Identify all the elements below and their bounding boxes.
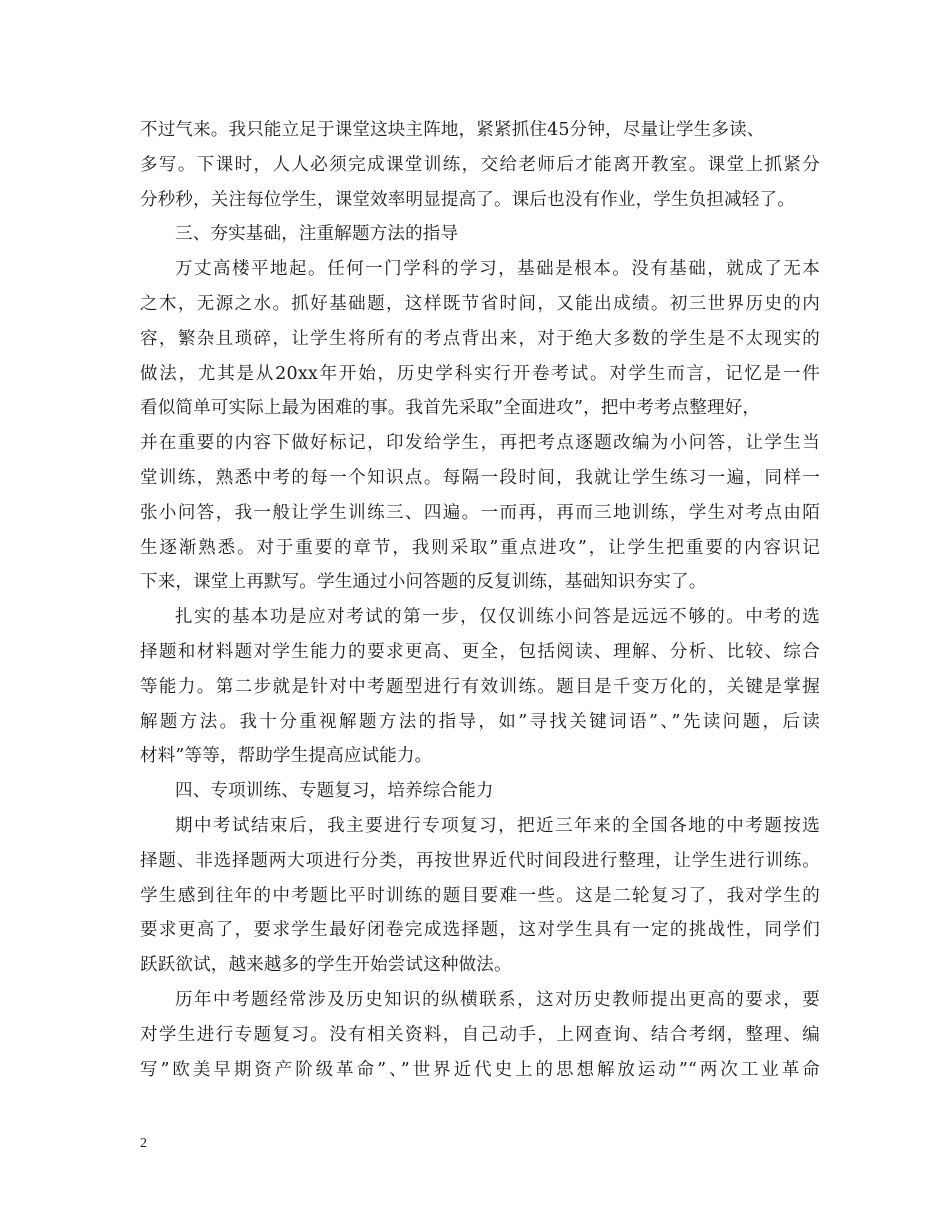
text-line: 容，繁杂且琐碎，让学生将所有的考点背出来，对于绝大多数的学生是不太现实的: [140, 328, 820, 349]
text-line: 择题、非选择题两大项进行分类，再按世界近代时间段进行整理，让学生进行训练。: [140, 850, 820, 871]
text-line: 生逐渐熟悉。对于重要的章节，我则采取”重点进攻”，让学生把重要的内容识记: [140, 537, 820, 558]
text-line: 解题方法。我十分重视解题方法的指导，如”寻找关键词语”、”先读问题，后读: [140, 711, 820, 732]
text-line: 择题和材料题对学生能力的要求更高、更全，包括阅读、理解、分析、比较、综合: [140, 641, 820, 662]
text-line: 之木，无源之水。抓好基础题，这样既节省时间，又能出成绩。初三世界历史的内: [140, 293, 820, 314]
text-line: 做法，尤其是从20xx年开始，历史学科实行开卷考试。对学生而言，记忆是一件: [140, 363, 820, 384]
page-number: 2: [140, 1136, 147, 1151]
text-line: 张小问答，我一般让学生训练三、四遍。一而再，再而三地训练，学生对考点由陌: [140, 502, 820, 523]
section-heading: 三、夯实基础，注重解题方法的指导: [175, 224, 459, 245]
text-line: 写”欧美早期资产阶级革命”、”世界近代史上的思想解放运动”“两次工业革命: [140, 1059, 820, 1080]
text-line: 多写。下课时，人人必须完成课堂训练，交给老师后才能离开教室。课堂上抓紧分: [140, 154, 820, 175]
text-line: 扎实的基本功是应对考试的第一步，仅仅训练小问答是远远不够的。中考的选: [175, 607, 820, 628]
text-line: 历年中考题经常涉及历史知识的纵横联系，这对历史教师提出更高的要求，要: [175, 989, 820, 1010]
text-line: 看似简单可实际上最为困难的事。我首先采取”全面进攻”，把中考考点整理好，: [140, 398, 761, 419]
text-line: 分秒秒，关注每位学生，课堂效率明显提高了。课后也没有作业，学生负担减轻了。: [140, 189, 795, 210]
text-line: 跃跃欲试，越来越多的学生开始尝试这种做法。: [140, 955, 512, 976]
text-line: 对学生进行专题复习。没有相关资料，自己动手，上网查询、结合考纲，整理、编: [140, 1024, 820, 1045]
text-line: 并在重要的内容下做好标记，印发给学生，再把考点逐题改编为小问答，让学生当: [140, 433, 820, 454]
text-line: 期中考试结束后，我主要进行专项复习，把近三年来的全国各地的中考题按选: [175, 815, 820, 836]
text-line: 要求更高了，要求学生最好闭卷完成选择题，这对学生具有一定的挑战性，同学们: [140, 920, 820, 941]
text-line: 等能力。第二步就是针对中考题型进行有效训练。题目是千变万化的，关键是掌握: [140, 676, 820, 697]
text-line: 材料”等等，帮助学生提高应试能力。: [140, 746, 433, 767]
text-line: 堂训练，熟悉中考的每一个知识点。每隔一段时间，我就让学生练习一遍，同样一: [140, 467, 820, 488]
document-body: [140, 113, 820, 1087]
text-line: 万丈高楼平地起。任何一门学科的学习，基础是根本。没有基础，就成了无本: [175, 259, 820, 280]
text-line: 下来，课堂上再默写。学生通过小问答题的反复训练，基础知识夯实了。: [140, 572, 707, 593]
text-line: 不过气来。我只能立足于课堂这块主阵地，紧紧抓住45分钟，尽量让学生多读、: [140, 120, 765, 140]
text-line: 学生感到往年的中考题比平时训练的题目要难一些。这是二轮复习了，我对学生的: [140, 885, 820, 906]
section-heading: 四、专项训练、专题复习，培养综合能力: [175, 781, 494, 802]
